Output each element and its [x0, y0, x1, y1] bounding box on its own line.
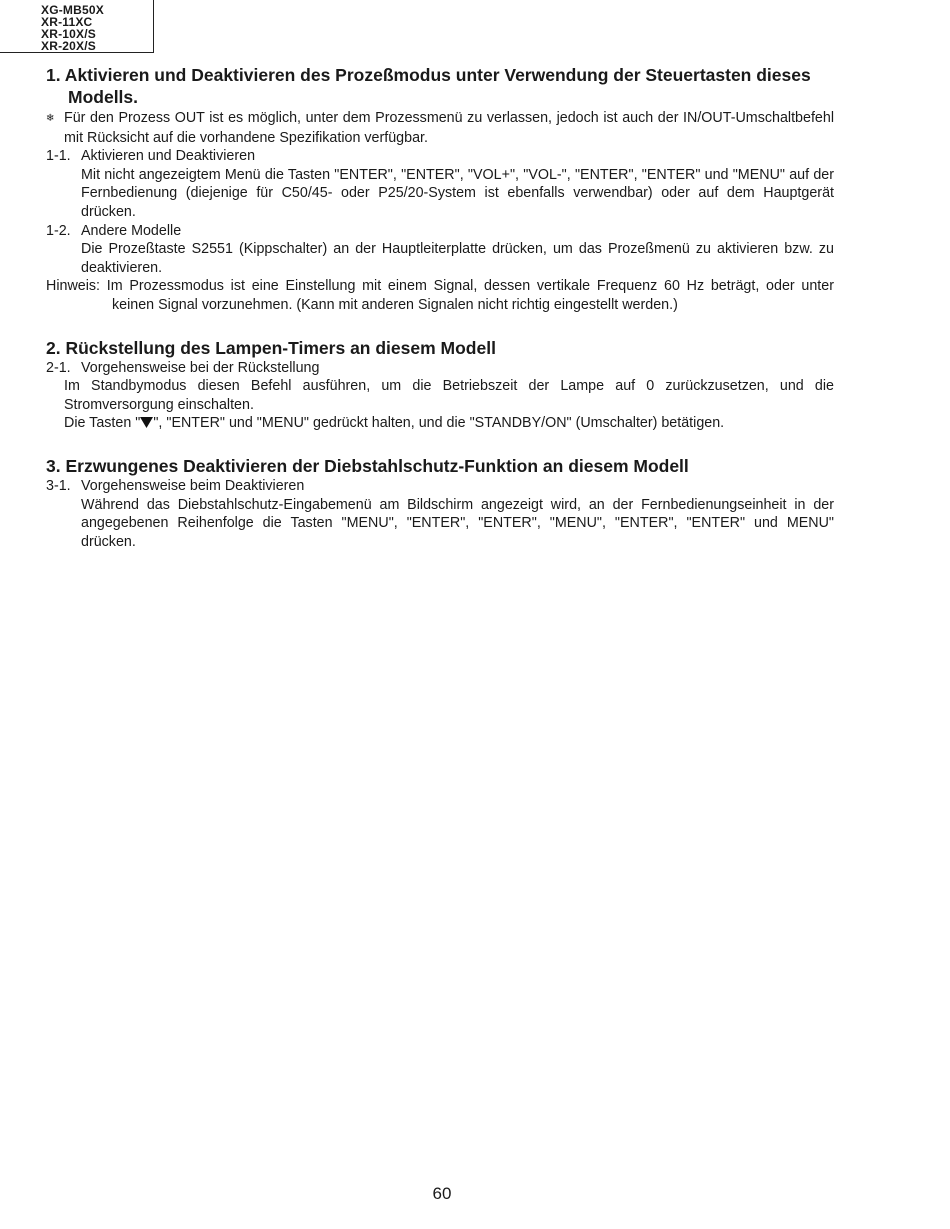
model-name: XR-10X/S — [41, 27, 96, 41]
subsection-title: Andere Modelle — [81, 222, 182, 239]
model-name: XR-20X/S — [41, 39, 96, 53]
subsection-number: 2-1. — [46, 359, 71, 376]
subsection-1-1-heading — [46, 147, 834, 166]
subsection-1-2-heading — [46, 222, 834, 241]
process-note-text: Für den Prozess OUT ist es möglich, unter dem Prozessmenü zu verlassen, jedoch ist auch der IN/OUT-Umschaltbefehl mit Rücksicht auf die vorhandene Spezifikation verfügbar. — [64, 110, 834, 146]
subsection-title: Vorgehensweise beim Deaktivieren — [81, 477, 305, 494]
subsection-1-2-text: Die Prozeßtaste S2551 (Kippschalter) an der Hauptleiterplatte drücken, um das Prozeßmenü zu aktivieren bzw. zu deaktivieren. — [81, 241, 834, 276]
subsection-number: 3-1. — [46, 477, 71, 494]
section-2-heading: 2. Rückstellung des Lampen-Timers an diesem Modell — [46, 337, 496, 358]
down-triangle-icon — [140, 417, 153, 428]
hint-paragraph — [46, 277, 834, 314]
subsection-1-1-text: Mit nicht angezeigtem Menü die Tasten "ENTER", "ENTER", "VOL+", "VOL-", "ENTER", "ENTER" und "MENU" auf der Fernbedienung (diejenige für C50/45- oder P25/20-System ist ebenfalls verwendbar) oder auf dem Hauptgerät drücken. — [81, 166, 834, 220]
model-list-box — [0, 0, 154, 53]
section-3-heading: 3. Erzwungenes Deaktivieren der Diebstahlschutz-Funktion an diesem Modell — [46, 455, 689, 476]
subsection-2-1-text: Im Standbymodus diesen Befehl ausführen, um die Betriebszeit der Lampe auf 0 zurückzusetzen, und die Stromversorgung einschalten. — [64, 378, 834, 413]
model-name: XG-MB50X — [41, 3, 104, 17]
hint-text: Im Prozessmodus ist eine Einstellung mit einem Signal, dessen vertikale Frequenz 60 Hz beträgt, oder unter keinen Signal vorzunehmen. (Kann mit anderen Signalen nicht richtig eingestellt werden.) — [106, 278, 834, 313]
keys-text-start: Die Tasten " — [64, 415, 141, 432]
subsection-2-1-keys — [46, 414, 834, 433]
subsection-number: 1-2. — [46, 222, 71, 239]
keys-text-end: ", "ENTER" und "MENU" gedrückt halten, und die "STANDBY/ON" (Umschalter) betätigen. — [153, 415, 725, 432]
snowflake-icon: ❄ — [46, 113, 55, 124]
subsection-title: Vorgehensweise bei der Rückstellung — [81, 359, 320, 376]
subsection-title: Aktivieren und Deaktivieren — [81, 148, 256, 165]
model-name: XR-11XC — [41, 15, 93, 29]
section-1-heading: 1. Aktivieren und Deaktivieren des Prozeßmodus unter Verwendung der Steuertasten dieses Modells. — [46, 65, 811, 107]
subsection-3-1-heading — [46, 477, 834, 496]
subsection-3-1-text: Während das Diebstahlschutz-Eingabemenü am Bildschirm angezeigt wird, an der Fernbedienungseinheit in der angegebenen Reihenfolge die Tasten "MENU", "ENTER", "ENTER", "MENU", "ENTER", "ENTER" und MENU" drücken. — [81, 496, 834, 550]
process-note — [46, 109, 834, 147]
document-body — [46, 64, 834, 551]
hint-label: Hinweis: — [46, 278, 101, 295]
subsection-number: 1-1. — [46, 148, 71, 165]
subsection-2-1-heading — [46, 359, 834, 378]
page-number: 60 — [432, 1184, 452, 1203]
